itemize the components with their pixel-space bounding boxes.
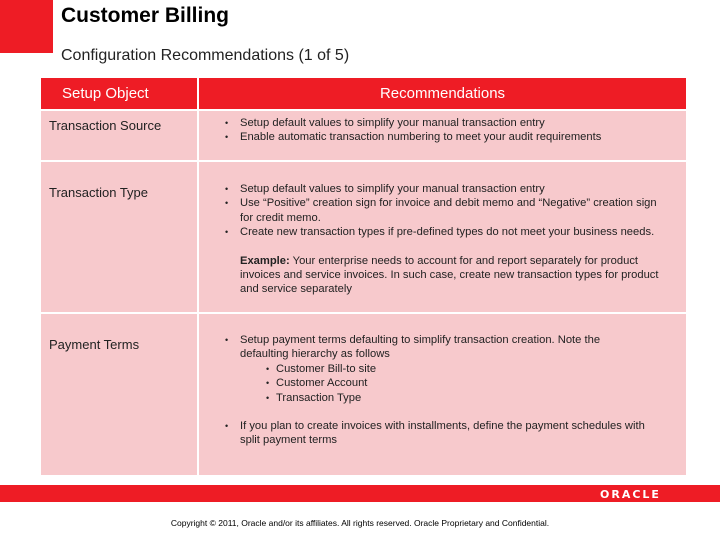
corner-accent bbox=[0, 0, 53, 53]
example-text: Your enterprise needs to account for and report separately for product invoices and service invoices. In such case, create new transaction types for product and service separately bbox=[240, 254, 659, 296]
copyright-text: Copyright © 2011, Oracle and/or its affiliates. All rights reserved. Oracle Proprietary and Confidential. bbox=[170, 518, 550, 528]
row-recs-transaction-source bbox=[199, 111, 686, 160]
list-item: • If you plan to create invoices with installments, define the payment schedules with split payment terms bbox=[199, 419, 649, 448]
row-label-text: Transaction Type bbox=[49, 185, 148, 200]
row-label-text: Payment Terms bbox=[49, 337, 140, 352]
row-label-transaction-type bbox=[41, 162, 197, 312]
header-setup-object: Setup Object bbox=[41, 78, 197, 109]
list-item: • Setup default values to simplify your manual transaction entry bbox=[199, 182, 659, 196]
list-item: • Use “Positive” creation sign for invoice and debit memo and “Negative” creation sign for credit memo. bbox=[199, 196, 659, 225]
list-item: • Enable automatic transaction numbering to meet your audit requirements bbox=[199, 130, 601, 144]
row-label-transaction-source bbox=[41, 111, 197, 160]
page-subtitle: Configuration Recommendations (1 of 5) bbox=[61, 47, 350, 64]
row-label-text: Transaction Source bbox=[49, 118, 162, 133]
row-recs-transaction-type bbox=[199, 162, 686, 312]
list-item: • Transaction Type bbox=[199, 391, 649, 405]
example-note bbox=[199, 254, 659, 297]
example-label: Example: bbox=[240, 254, 290, 267]
list-item: • Setup payment terms defaulting to simplify transaction creation. Note the defaulting hierarchy as follows bbox=[199, 333, 649, 362]
page-title: Customer Billing bbox=[61, 4, 230, 27]
list-item: • Setup default values to simplify your manual transaction entry bbox=[199, 116, 601, 130]
row-label-payment-terms bbox=[41, 314, 197, 475]
list-item: • Create new transaction types if pre-defined types do not meet your business needs. bbox=[199, 225, 659, 239]
list-item: • Customer Bill-to site bbox=[199, 362, 649, 376]
list-item: • Customer Account bbox=[199, 376, 649, 390]
row-recs-payment-terms bbox=[199, 314, 686, 475]
oracle-logo: ORACLE bbox=[600, 488, 661, 501]
header-recommendations: Recommendations bbox=[199, 78, 686, 109]
